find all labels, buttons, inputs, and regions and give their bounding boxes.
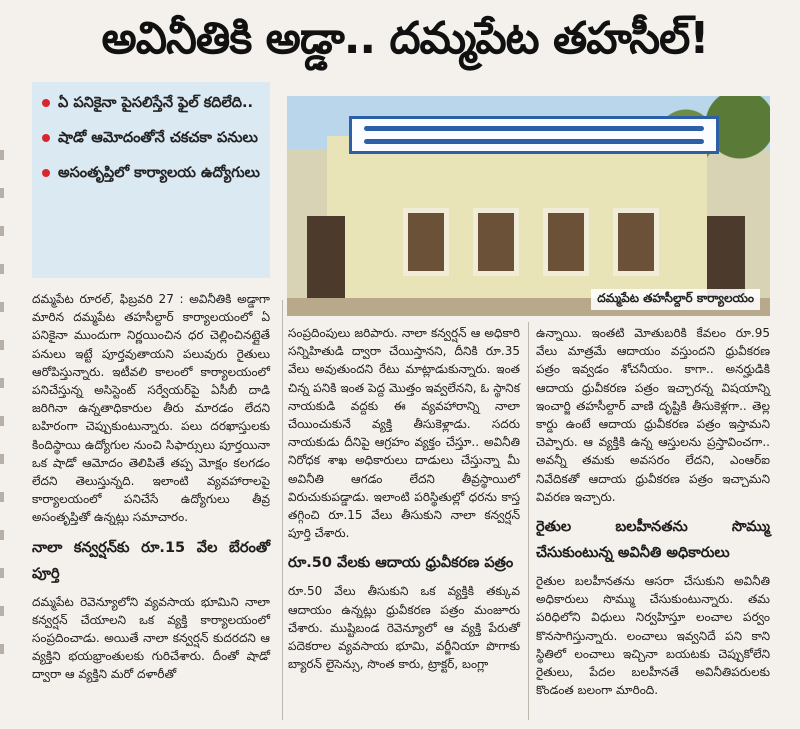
highlight-text: షాడో ఆమోదంతోనే చకచకా పనులు xyxy=(58,130,258,146)
window xyxy=(473,208,519,276)
window xyxy=(543,208,589,276)
margin-marks xyxy=(0,150,6,710)
office-signboard xyxy=(349,116,719,154)
article-column-3 xyxy=(536,324,770,699)
headline: అవినీతికి అడ్డా.. దమ్మపేట తహసీల్‌! xyxy=(101,13,709,64)
photo-caption: దమ్మపేట తహసీల్దార్‌ కార్యాలయం xyxy=(591,289,760,310)
office-photo xyxy=(287,96,770,316)
paragraph: రూ.50 వేలు తీసుకుని ఒక వ్యక్తికి తక్కువ ఆదాయం ఉన్నట్లు ధ్రువీకరణ పత్రం మంజూరు చేశారు. ముష్టిబండ రెవెన్యూలో ఆ వ్యక్తి పేరుతో పదెకరాల వ్యవసాయ భూమి, వర్జీనియా పొగాకు బ్యారన్‌ లైసెన్సు, సొంత కారు, ట్రాక్టర్‌, బంగ్లా xyxy=(288,584,520,672)
bullet-icon xyxy=(42,99,50,107)
highlight-item xyxy=(42,125,262,152)
article-column-2 xyxy=(288,324,520,673)
subheading: రూ.50 వేలకు ఆదాయ ధ్రువీకరణ పత్రం xyxy=(288,555,514,572)
subheading: రైతుల బలహీనతను సొమ్ము చేసుకుంటున్న అవినీతి అధికారులు xyxy=(536,519,770,562)
column-divider xyxy=(528,322,529,720)
bullet-icon xyxy=(42,134,50,142)
window xyxy=(403,208,449,276)
article-column-1 xyxy=(32,290,270,684)
highlight-item xyxy=(42,160,262,187)
paragraph: రైతుల బలహీనతను ఆసరా చేసుకుని అవినీతి అధికారులు సొమ్ము చేసుకుంటున్నారు. తమ పరిధిలోని విధులు నిర్వహిస్తూ లంచాల పర్వం కొనసాగిస్తున్నారు. లంచాలు ఇవ్వనిదే పని కాని స్థితిలో లంచాలు ఇచ్చినా బయటకు చెప్పుకోలేని రైతులు, పేదల బలహీనతే అవినీతిపరులకు కొండంత బలంగా మారింది. xyxy=(536,574,770,698)
paragraph: దమ్మపేట రూరల్‌, ఫిబ్రవరి 27 : అవినీతికి అడ్డాగా మారిన దమ్మపేట తహసీల్దార్‌ కార్యాలయంలో ఏ పనికైనా ముందుగా నిర్ణయించిన ధర చెల్లించినట్లైతే పనులు ఇట్టే పూర్తవుతాయని పలువురు రైతులు ఆరోపిస్తున్నారు. ఇటీవలి కాలంలో కార్యాలయంలో పనిచేస్తున్న అసిస్టెంట్‌ సర్వేయర్‌పై ఏసీబీ దాడి జరిగినా ఉన్నతాధికారుల తీరు మారడం లేదని బహిరంగా చెప్పుకుంటున్నారు. పలు దరఖాస్తులకు కిందిస్థాయి ఉద్యోగుల నుంచి సిఫార్సులు పూర్తయినా ఒక షాడో ఆమోదం తెలిపితే తప్ప మోక్షం కలగడం లేదని తెలుస్తున్నది. ఇలాంటి వ్యవహారాలపై కార్యాలయంలో పనిచేసే ఉద్యోగులు తీవ్ర అసంతృప్తితో ఉన్నట్లు సమాచారం. xyxy=(32,292,270,525)
highlight-text: ఏ పనికైనా పైసలిస్తేనే ఫైల్‌ కదిలేది.. xyxy=(58,95,254,111)
paragraph: దమ్మపేట రెవెన్యూలోని వ్యవసాయ భూమిని నాలా కన్వర్షన్‌ చేయాలని ఒక వ్యక్తి కార్యాలయంలో సంప్రదించాడు. అయితే నాలా కన్వర్షన్‌ కుదరదని ఆ వ్యక్తిని భయభ్రాంతులకు గురిచేశారు. దీంతో షాడో ద్వారా ఆ వ్యక్తిని మరో దళారీతో xyxy=(32,594,270,682)
bullet-icon xyxy=(42,169,50,177)
door xyxy=(307,216,345,311)
highlights-box xyxy=(32,82,270,278)
column-divider xyxy=(282,300,283,720)
paragraph: ఉన్నాయి. ఇంతటి మోతుబరికి కేవలం రూ.95 వేలు మాత్రమే ఆదాయం వస్తుందని ధ్రువీకరణ పత్రం ఇవ్వడం శోచనీయం. కాగా.. అనర్హుడికి ఆదాయ ధ్రువీకరణ పత్రం ఇచ్చారన్న విషయాన్ని ఇంచార్జి తహసీల్దార్‌ వాణి దృష్టికి తీసుకెళ్లగా.. తెల్ల కార్డు ఉంటే ఆదాయ ధ్రువీకరణ పత్రం ఇస్తామని చెప్పారు. ఆ వ్యక్తికి ఉన్న ఆస్తులను ప్రస్తావించగా.. అవన్నీ తమకు అవసరం లేదని, ఎంఆర్‌ఐ నివేదికతో ఆదాయ ధ్రువీకరణ పత్రం ఇచ్చామని వివరణ ఇచ్చారు. xyxy=(536,326,770,504)
highlight-text: అసంతృప్తిలో కార్యాలయ ఉద్యోగులు xyxy=(58,165,260,181)
window xyxy=(613,208,659,276)
subheading: నాలా కన్వర్షన్‌కు రూ.15 వేల బేరంతో పూర్తి xyxy=(32,539,270,582)
highlight-item xyxy=(42,90,262,117)
paragraph: సంప్రదింపులు జరిపారు. నాలా కన్వర్షన్‌ ఆ అధికారి సన్నిహితుడి ద్వారా చేయిస్తానని, దీనికి రూ.35 వేలు అవుతుందని రేటు మాట్లాడుకున్నారు. ఇంత చిన్న పనికి ఇంత పెద్ద మొత్తం ఇవ్వలేనని, ఓ స్థానిక నాయకుడి వద్దకు ఈ వ్యవహారాన్ని నాలా చేయించుకునే వ్యక్తి తీసుకెళ్లాడు. సదరు నాయకుడు దీనిపై ఆగ్రహం వ్యక్తం చేస్తూ.. అవినీతి నిరోధక శాఖ అధికారులు దాడులు చేస్తున్నా మీ అవినీతి ఆగడం లేదని తీవ్రస్థాయిలో విరుచుకుపడ్డాడు. ఇలాంటి పరిస్థితుల్లో ధరను కాస్త తగ్గించి రూ.15 వేలు తీసుకుని నాలా కన్వర్షన్‌ పూర్తి చేశారు. xyxy=(288,326,520,541)
